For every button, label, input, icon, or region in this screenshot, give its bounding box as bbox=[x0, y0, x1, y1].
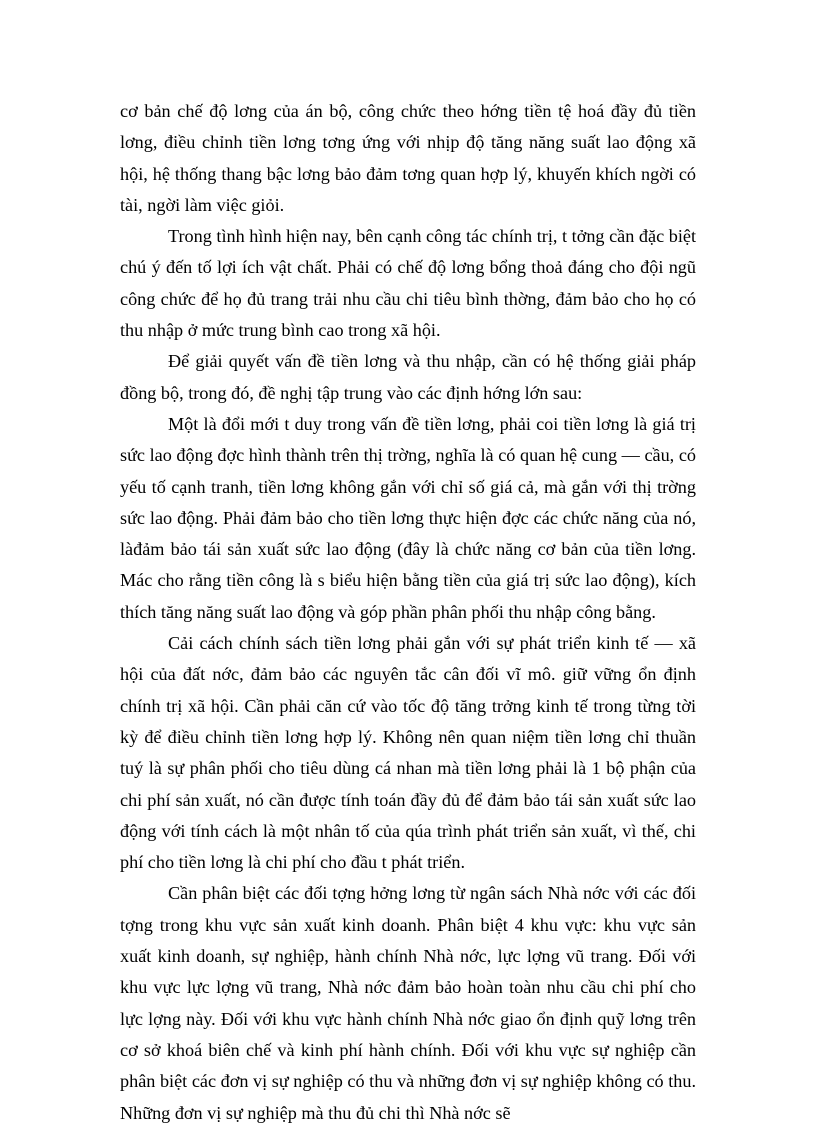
paragraph-2: Trong tình hình hiện nay, bên cạnh công tác chính trị, t tởng cần đặc biệt chú ý đến tố lợi ích vật chất. Phải có chế độ lơng bổng thoả đáng cho đội ngũ công chức để họ đủ trang trải nhu cầu chi tiêu bình thờng, đảm bảo cho họ có thu nhập ở mức trung bình cao trong xã hội. bbox=[120, 226, 696, 341]
paragraph-6: Cần phân biệt các đối tợng hởng lơng từ ngân sách Nhà nớc với các đối tợng trong khu vực sản xuất kinh doanh. Phân biệt 4 khu vực: khu vực sản xuất kinh doanh, sự nghiệp, hành chính Nhà nớc, lực lợng vũ trang. Đối với khu vực lực lợng vũ trang, Nhà nớc đảm bảo hoàn toàn nhu cầu chi phí cho lực lợng này. Đối với khu vực hành chính Nhà nớc giao ổn định quỹ lơng trên cơ sở khoá biên chế và kinh phí hành chính. Đối với khu vực sự nghiệp cần phân biệt các đơn vị sự nghiệp có thu và những đơn vị sự nghiệp không có thu. Những đơn vị sự nghiệp mà thu đủ chi thì Nhà nớc sẽ bbox=[120, 883, 696, 1123]
paragraph-3: Để giải quyết vấn đề tiền lơng và thu nhập, cần có hệ thống giải pháp đồng bộ, trong đó, đề nghị tập trung vào các định hớng lớn sau: bbox=[120, 351, 696, 403]
document-page bbox=[120, 96, 696, 1129]
paragraph-5: Cải cách chính sách tiền lơng phải gắn với sự phát triển kinh tế — xã hội của đất nớc, đảm bảo các nguyên tắc cân đối vĩ mô. giữ vững ổn định chính trị xã hội. Cần phải căn cứ vào tốc độ tăng trởng kinh tế trong từng tời kỳ để điều chỉnh tiền lơng hợp lý. Không nên quan niệm tiền lơng chỉ thuần tuý là sự phân phối cho tiêu dùng cá nhan mà tiền lơng phải là 1 bộ phận của chi phí sản xuất, nó cần được tính toán đầy đủ để đảm bảo tái sản xuất sức lao động với tính cách là một nhân tố của qúa trình phát triển sản xuất, vì thế, chi phí cho tiền lơng là chi phí cho đầu t phát triển. bbox=[120, 633, 696, 873]
paragraph-1: cơ bản chế độ lơng của án bộ, công chức theo hớng tiền tệ hoá đầy đủ tiền lơng, điều chỉnh tiền lơng tơng ứng với nhịp độ tăng năng suất lao động xã hội, hệ thống thang bậc lơng bảo đảm tơng quan hợp lý, khuyến khích ngời có tài, ngời làm việc giỏi. bbox=[120, 101, 696, 215]
paragraph-4: Một là đổi mới t duy trong vấn đề tiền lơng, phải coi tiền lơng là giá trị sức lao động đợc hình thành trên thị trờng, nghĩa là có quan hệ cung — cầu, có yếu tố cạnh tranh, tiền lơng không gắn với chỉ số giá cả, mà gắn với thị trờng sức lao động. Phải đảm bảo cho tiền lơng thực hiện đợc các chức năng của nó, làđảm bảo tái sản xuất sức lao động (đây là chức năng cơ bản của tiền lơng. Mác cho rằng tiền công là s biểu hiện bằng tiền của giá trị sức lao động), kích thích tăng năng suất lao động và góp phần phân phối thu nhập công bằng. bbox=[120, 413, 696, 622]
